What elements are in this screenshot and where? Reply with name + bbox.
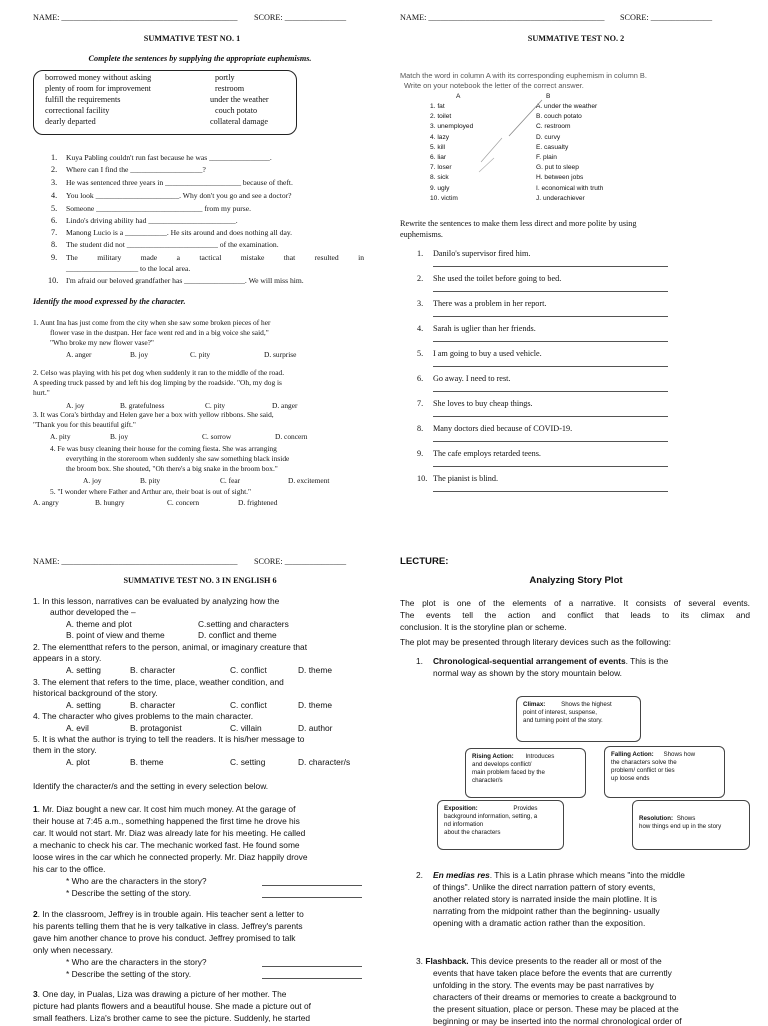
item-number: 9. [51, 253, 58, 262]
device-3-line: unfolding in the story. The events may be past narratives by [433, 980, 654, 990]
passage-line: his car to the office. [33, 864, 106, 874]
device-2-name: En medias res [433, 870, 490, 880]
passage-line: a mechanic to check his car. The mechanic worked fast. He found some [33, 840, 300, 850]
column-a-item: 4. lazy [430, 133, 450, 141]
mood-option: B. pity [140, 476, 161, 485]
q3-item-1-opt-b: B. point of view and theme [66, 630, 165, 640]
test-title: SUMMATIVE TEST NO. 1 [143, 34, 241, 43]
answer-option: C. setting [230, 757, 266, 767]
mood-option: B. joy [130, 350, 149, 359]
answer-option: C. villain [230, 723, 262, 733]
box-phrase: correctional facility [45, 106, 110, 115]
mood-4-line-b: everything in the storeroom when suddenly she saw something black inside [66, 454, 290, 463]
falling-action-box [604, 746, 725, 798]
identify-instruction: Identify the character/s and the setting in every selection below. [33, 781, 269, 791]
q3-item-1-opt-d: D. conflict and theme [198, 630, 277, 640]
passage-first-line [33, 909, 304, 919]
answer-line [262, 885, 362, 886]
column-a-item: 7. loser [430, 164, 452, 172]
sentence-text: She used the toilet before going to bed. [433, 274, 562, 283]
mood-option: C. pity [205, 401, 226, 410]
mood-option: B. hungry [95, 498, 125, 507]
column-b-item: I. economical with truth [536, 184, 604, 192]
sentence-text: The cafe employs retarded teens. [433, 449, 541, 458]
answer-option: C. conflict [230, 700, 267, 710]
mood-option: D. excitement [288, 476, 330, 485]
mood-2-line-c: hurt." [33, 388, 50, 397]
item-number: 4. [51, 191, 58, 200]
mood-5-line-a: 5. "I wonder where Father and Arthur are, their boat is out of sight." [50, 487, 252, 496]
q3-item-2-line-b: appears in a story. [33, 653, 102, 663]
climax-text-2: point of interest, suspense, [523, 709, 597, 716]
answer-option: A. setting [66, 700, 101, 710]
item-text: The student did not ________________________ of the examination. [66, 240, 279, 249]
device-1-line-2: normal way as shown by the story mountain below. [433, 668, 622, 678]
q3-item-3-line-a: 3. The element that refers to the time, place, weather condition, and [33, 677, 284, 687]
answer-line [433, 416, 668, 417]
mood-option: A. pity [50, 432, 71, 441]
sentence-number: 1. [417, 249, 424, 258]
question-setting: * Describe the setting of the story. [66, 969, 192, 979]
mood-option: D. anger [272, 401, 298, 410]
mood-option: A. angry [33, 498, 59, 507]
passage-text: . Mr. Diaz bought a new car. It cost him much money. At the garage of [37, 804, 296, 814]
sentence-text: The pianist is blind. [433, 474, 499, 483]
item-text: Manong Lucio is a ___________. He sits around and does nothing all day. [66, 228, 293, 237]
sentence-number: 7. [417, 399, 424, 408]
mood-option: D. frightened [238, 498, 278, 507]
exposition-text-1: Provides [513, 805, 538, 812]
column-a-item: 8. sick [430, 174, 449, 182]
sentence-text: Go away. I need to rest. [433, 374, 511, 383]
answer-option: B. protagonist [130, 723, 182, 733]
name-label: NAME: ___________________________________________ [33, 13, 238, 22]
mood-option: B. joy [110, 432, 129, 441]
answer-option: A. plot [66, 757, 90, 767]
item-number: 3. [51, 178, 58, 187]
lecture-paragraph-2: The plot may be presented through literary devices such as the following: [400, 637, 671, 647]
device-3-line: beginning or may be inserted into the normal chronological order of [433, 1016, 682, 1026]
mood-option: C. pity [190, 350, 211, 359]
question-characters: * Who are the characters in the story? [66, 957, 207, 967]
rewrite-instruction-b: euphemisms. [400, 230, 443, 239]
sentence-number: 10. [417, 474, 428, 483]
sentence-number: 5. [417, 349, 424, 358]
item-number: 5. [51, 204, 58, 213]
lecture-title: Analyzing Story Plot [529, 575, 623, 586]
name-label: NAME: ___________________________________________ [33, 557, 238, 566]
passage-line: car. It would not start. Mr. Diaz was already late for his meeting. He called [33, 828, 306, 838]
column-b-item: J. underachiever [536, 194, 585, 202]
test-title: SUMMATIVE TEST NO. 2 [527, 34, 625, 43]
rising-text-3: main problem faced by the [472, 769, 545, 776]
q3-item-3-line-b: historical background of the story. [33, 688, 158, 698]
q3-item-1-line-a: 1. In this lesson, narratives can be evaluated by analyzing how the [33, 596, 280, 606]
column-a-item: 2. toilet [430, 113, 452, 121]
column-a-item: 9. ugly [430, 184, 450, 192]
q3-item-5-line-a: 5. It is what the author is trying to tell the readers. It is his/her message to [33, 734, 305, 744]
item-number: 10. [48, 276, 59, 285]
answer-line [262, 966, 362, 967]
answer-line [262, 978, 362, 979]
q3-item-1-opt-a: A. theme and plot [66, 619, 132, 629]
q3-item-4-line: 4. The character who gives problems to the main character. [33, 711, 254, 721]
column-b-item: H. between jobs [536, 174, 584, 182]
device-3-line: the present situation, place or person. These may be placed at the [433, 1004, 679, 1014]
column-b-item: G. put to sleep [536, 164, 579, 172]
exposition-label: Exposition: [444, 805, 478, 812]
q3-item-1-opt-c: C.setting and characters [198, 619, 289, 629]
item-number: 2. [51, 165, 58, 174]
exposition-box [437, 800, 564, 850]
passage-line: his parents telling them that he is very talkative in class. Jeffrey's parents [33, 921, 303, 931]
item-text: Where can I find the ___________________? [66, 165, 206, 174]
q3-item-5-line-b: them in the story. [33, 745, 97, 755]
resolution-text-2: how things end up in the story [639, 823, 722, 830]
column-b-item: B. couch potato [536, 113, 582, 121]
mood-1-line-c: "Who broke my new flower vase?" [50, 338, 154, 347]
column-a-item: 6. liar [430, 154, 447, 161]
lecture-line: The plot is one of the elements of a narrative. It consists of several events. [400, 598, 750, 608]
answer-line [433, 491, 668, 492]
device-1-rest: . This is the [625, 656, 669, 666]
passage-line: gave him another chance to prove his conduct. Jeffrey promised to talk [33, 933, 296, 943]
answer-line [433, 291, 668, 292]
item-text: Lindo's driving ability had _______________________. [66, 216, 238, 225]
passage-number: 1 [33, 804, 38, 814]
mood-1-line-b: flower vase in the dustpan. Her face went red and in a big voice she said," [50, 328, 269, 337]
item-number: 7. [51, 228, 58, 237]
item-text: Kuya Pabling couldn't run fast because he was ________________. [66, 153, 272, 162]
exposition-text-3: nd information [444, 821, 484, 828]
passage-first-line [33, 989, 286, 999]
sentence-number: 3. [417, 299, 424, 308]
mood-1-line-a: 1. Aunt Ina has just come from the city when she saw some broken pieces of her [33, 318, 271, 327]
passage-text: . One day, in Pualas, Liza was drawing a picture of her mother. The [37, 989, 287, 999]
device-2-line: opening with a dramatic action rather than the exposition. [433, 918, 646, 928]
box-phrase: fulfill the requirements [45, 95, 121, 104]
falling-text-2: the characters solve the [611, 759, 677, 766]
answer-option: D. author [298, 723, 333, 733]
passage-first-line [33, 804, 295, 814]
lecture-line: conclusion. It is the storyline plan or scheme. [400, 622, 567, 632]
sentence-number: 9. [417, 449, 424, 458]
resolution-label: Resolution: [639, 815, 674, 822]
mood-title: Identify the mood expressed by the character. [33, 297, 186, 306]
sentence-text: There was a problem in her report. [433, 299, 547, 308]
question-characters: * Who are the characters in the story? [66, 876, 207, 886]
item-text: I'm afraid our beloved grandfather has ________________. We will miss him. [66, 276, 304, 285]
lecture-heading: LECTURE: [400, 556, 449, 567]
lecture-line: The events tell the action and conflict that leads to its climax and [400, 610, 750, 620]
device-2-rest: . This is a Latin phrase which means "into the middle [489, 870, 685, 880]
answer-option: D. character/s [298, 757, 351, 767]
mood-option: C. fear [220, 476, 241, 485]
mood-option: C. concern [167, 498, 200, 507]
sentence-text: Sarah is uglier than her friends. [433, 324, 536, 333]
answer-option: A. evil [66, 723, 89, 733]
name-label: NAME: ___________________________________________ [400, 13, 605, 22]
mood-3-line-b: "Thank you for this beautiful gift." [33, 420, 136, 429]
column-b-item: F. plain [536, 154, 557, 161]
match-instruction-a: Match the word in column A with its corresponding euphemism in column B. [400, 71, 647, 80]
sentence-number: 8. [417, 424, 424, 433]
column-a-item: 5. kill [430, 143, 446, 151]
answer-option: B. theme [130, 757, 164, 767]
answer-option: D. theme [298, 700, 332, 710]
item-text: The military made a tactical mistake that resulted in [66, 253, 364, 262]
mood-option: A. joy [66, 401, 85, 410]
answer-option: C. conflict [230, 665, 267, 675]
column-a-item: 10. victim [430, 194, 458, 202]
passage-text: . In the classroom, Jeffrey is in trouble again. His teacher sent a letter to [37, 909, 304, 919]
column-a-item: 3. unemployed [430, 123, 474, 131]
question-setting: * Describe the setting of the story. [66, 888, 192, 898]
mood-2-line-a: 2. Celso was playing with his pet dog when suddenly it ran to the middle of the road. [33, 368, 285, 377]
mood-option: B. gratefulness [120, 401, 165, 410]
device-2-number: 2. [416, 870, 423, 880]
answer-line [262, 897, 362, 898]
rising-label: Rising Action: [472, 753, 514, 760]
column-a-heading: A [456, 93, 461, 100]
answer-line [433, 466, 668, 467]
column-b-item: D. curvy [536, 133, 561, 141]
falling-text-1: Shows how [663, 751, 696, 758]
item-text: He was sentenced three years in ____________________ because of theft. [66, 178, 293, 187]
match-pencil-marks [384, 0, 768, 200]
sentence-text: I am going to buy a used vehicle. [433, 349, 542, 358]
device-3-line: characters of their dreams or memories to create a background to [433, 992, 677, 1002]
exposition-text-2: background information, setting, a [444, 813, 538, 820]
resolution-text-1: Shows [676, 815, 696, 822]
answer-option: D. theme [298, 665, 332, 675]
climax-text-1: Shows the highest [561, 701, 612, 708]
mood-2-line-b: A speeding truck passed by and left his dog limping by the roadside. "Oh, my dog is [33, 378, 282, 387]
passage-line: their house at 7:45 a.m., something happened the first time he drove his [33, 816, 300, 826]
passage-line: loose wires in the car which he connected properly. Mr. Diaz happily drove [33, 852, 308, 862]
climax-label: Climax: [523, 701, 546, 708]
mood-option: A. anger [66, 350, 92, 359]
sentence-number: 4. [417, 324, 424, 333]
item-number: 8. [51, 240, 58, 249]
device-3-line: events that have taken place before the events that are currently [433, 968, 672, 978]
mood-4-line-a: 4. Fe was busy cleaning their house for the coming fiesta. She was arranging [50, 444, 277, 453]
box-euphemism: portly [215, 73, 235, 82]
passage-line: picture had plants flowers and a beautiful house. She made a picture out of [33, 1001, 311, 1011]
item-number: 1. [51, 153, 58, 162]
box-phrase: dearly departed [45, 117, 96, 126]
device-3-name: Flashback. [425, 956, 469, 966]
rising-text-1: Introduces [525, 753, 555, 760]
sentence-number: 6. [417, 374, 424, 383]
lecture [384, 520, 768, 1024]
item-text: ___________________ to the local area. [66, 264, 191, 273]
climax-text-3: and turning point of the story. [523, 717, 603, 724]
box-euphemism: restroom [215, 84, 245, 93]
device-1 [433, 656, 668, 666]
sentence-text: Danilo's supervisor fired him. [433, 249, 531, 258]
q3-item-2-line-a: 2. The elementthat refers to the person, animal, or imaginary creature that [33, 642, 308, 652]
passage-number: 3 [33, 989, 38, 999]
box-euphemism: collateral damage [210, 117, 268, 126]
column-b-item: A. under the weather [536, 103, 598, 110]
box-euphemism: under the weather [210, 95, 269, 104]
device-3-rest: This device presents to the reader all or most of the [468, 956, 662, 966]
box-phrase: plenty of room for improvement [45, 84, 151, 93]
rewrite-instruction-a: Rewrite the sentences to make them less direct and more polite by using [400, 219, 637, 228]
item-number: 6. [51, 216, 58, 225]
sentence-number: 2. [417, 274, 424, 283]
summative-test-2 [384, 0, 768, 520]
passage-line: only when necessary. [33, 945, 113, 955]
climax-box [516, 696, 641, 742]
falling-text-3: problem/ conflict or ties [611, 767, 675, 774]
device-3 [416, 956, 662, 966]
passage-number: 2 [33, 909, 38, 919]
answer-line [433, 316, 668, 317]
mood-option: D. surprise [264, 350, 297, 359]
sentence-text: She loves to buy cheap things. [433, 399, 533, 408]
resolution-box [632, 800, 750, 850]
answer-option: B. character [130, 700, 176, 710]
score-label: SCORE: _______________ [254, 557, 347, 566]
rising-text-4: character/s [472, 777, 503, 784]
device-1-number: 1. [416, 656, 423, 666]
device-2-line: narrating from the midpoint rather than the beginning- usually [433, 906, 660, 916]
summative-test-3 [0, 520, 384, 1024]
mood-option: C. sorrow [202, 432, 232, 441]
rising-text-2: and develops conflict/ [472, 761, 532, 768]
device-2-line: of things". Unlike the direct narration pattern of story events, [433, 882, 656, 892]
device-2 [433, 870, 685, 880]
mood-option: A. joy [83, 476, 102, 485]
score-label: SCORE: _______________ [254, 13, 347, 22]
exposition-text-4: about the characters [444, 829, 501, 836]
test-title: SUMMATIVE TEST NO. 3 IN ENGLISH 6 [123, 576, 277, 585]
match-instruction-b: Write on your notebook the letter of the correct answer. [404, 81, 584, 90]
passage-line: small feathers. Liza's brother came to see the picture. Suddenly, he started [33, 1013, 311, 1023]
device-2-line: another related story is narrated inside the main plotline. It is [433, 894, 657, 904]
answer-line [433, 341, 668, 342]
device-3-number: 3. [416, 956, 423, 966]
column-b-item: E. casualty [536, 143, 569, 151]
summative-test-1 [0, 0, 384, 520]
answer-option: A. setting [66, 665, 101, 675]
answer-line [433, 266, 668, 267]
q3-item-1-line-b: author developed the – [50, 607, 136, 617]
item-text: You look ______________________. Why don't you go and see a doctor? [66, 191, 292, 200]
answer-line [433, 366, 668, 367]
falling-text-4: up loose ends [611, 775, 650, 782]
answer-line [433, 391, 668, 392]
mood-option: D. concern [275, 432, 308, 441]
answer-line [433, 441, 668, 442]
instruction: Complete the sentences by supplying the appropriate euphemisms. [88, 54, 312, 63]
sentence-text: Many doctors died because of COVID-19. [433, 424, 573, 433]
answer-option: B. character [130, 665, 176, 675]
box-phrase: borrowed money without asking [45, 73, 152, 82]
box-euphemism: couch potato [215, 106, 258, 115]
score-label: SCORE: _______________ [620, 13, 713, 22]
item-text: Someone ____________________________ from my purse. [66, 204, 251, 213]
rising-action-box [465, 748, 586, 798]
falling-label: Falling Action: [611, 751, 654, 758]
column-b-heading: B [546, 93, 551, 100]
mood-3-line-a: 3. It was Cora's birthday and Helen gave her a box with yellow ribbons. She said, [33, 410, 274, 419]
column-a-item: 1. fat [430, 103, 445, 110]
mood-4-line-c: the broom box. She shouted, "Oh there's a big snake in the broom box." [66, 464, 278, 473]
column-b-item: C. restroom [536, 123, 571, 131]
device-1-name: Chronological-sequential arrangement of events [433, 656, 626, 666]
